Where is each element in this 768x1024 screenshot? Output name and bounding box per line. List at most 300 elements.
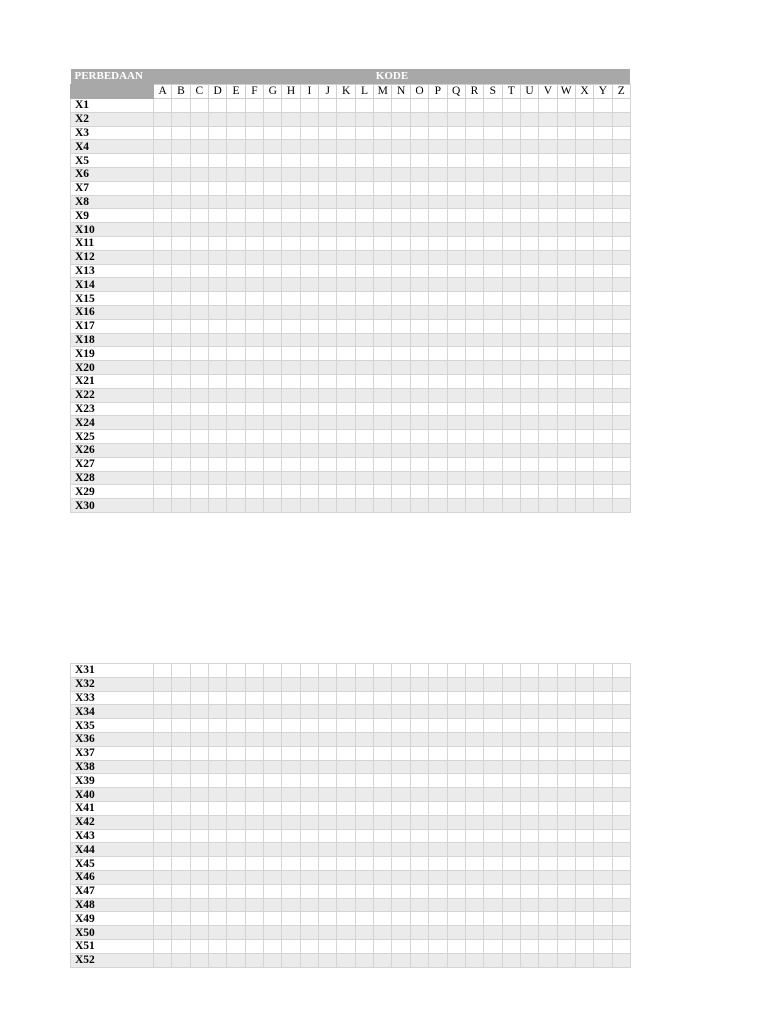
table-cell[interactable] — [612, 884, 630, 898]
table-cell[interactable] — [520, 167, 538, 181]
table-cell[interactable] — [374, 347, 392, 361]
table-cell[interactable] — [355, 664, 373, 678]
table-cell[interactable] — [154, 870, 172, 884]
table-cell[interactable] — [520, 99, 538, 113]
table-cell[interactable] — [172, 857, 190, 871]
table-cell[interactable] — [557, 912, 575, 926]
table-cell[interactable] — [484, 402, 502, 416]
table-cell[interactable] — [484, 691, 502, 705]
table-cell[interactable] — [612, 788, 630, 802]
table-cell[interactable] — [190, 691, 208, 705]
table-cell[interactable] — [502, 677, 520, 691]
table-cell[interactable] — [319, 884, 337, 898]
table-cell[interactable] — [300, 402, 318, 416]
table-cell[interactable] — [539, 760, 557, 774]
table-cell[interactable] — [447, 264, 465, 278]
table-cell[interactable] — [410, 843, 428, 857]
table-cell[interactable] — [264, 457, 282, 471]
table-cell[interactable] — [447, 815, 465, 829]
table-cell[interactable] — [447, 829, 465, 843]
table-cell[interactable] — [410, 664, 428, 678]
table-cell[interactable] — [447, 677, 465, 691]
table-cell[interactable] — [209, 870, 227, 884]
table-cell[interactable] — [172, 788, 190, 802]
table-cell[interactable] — [447, 236, 465, 250]
table-cell[interactable] — [484, 898, 502, 912]
table-cell[interactable] — [575, 223, 593, 237]
table-cell[interactable] — [282, 250, 300, 264]
table-cell[interactable] — [374, 953, 392, 967]
table-cell[interactable] — [575, 333, 593, 347]
table-cell[interactable] — [429, 788, 447, 802]
table-cell[interactable] — [355, 719, 373, 733]
table-cell[interactable] — [392, 278, 410, 292]
table-cell[interactable] — [190, 499, 208, 513]
table-cell[interactable] — [209, 430, 227, 444]
table-cell[interactable] — [245, 926, 263, 940]
table-cell[interactable] — [612, 719, 630, 733]
table-cell[interactable] — [227, 746, 245, 760]
table-cell[interactable] — [520, 112, 538, 126]
table-cell[interactable] — [190, 801, 208, 815]
table-cell[interactable] — [245, 953, 263, 967]
table-cell[interactable] — [374, 485, 392, 499]
table-cell[interactable] — [392, 181, 410, 195]
table-cell[interactable] — [465, 264, 483, 278]
table-cell[interactable] — [337, 361, 355, 375]
table-cell[interactable] — [209, 333, 227, 347]
table-cell[interactable] — [154, 374, 172, 388]
table-cell[interactable] — [190, 677, 208, 691]
table-cell[interactable] — [594, 829, 612, 843]
table-cell[interactable] — [575, 195, 593, 209]
table-cell[interactable] — [575, 140, 593, 154]
table-cell[interactable] — [227, 402, 245, 416]
table-cell[interactable] — [300, 195, 318, 209]
table-cell[interactable] — [557, 250, 575, 264]
table-cell[interactable] — [502, 471, 520, 485]
table-cell[interactable] — [337, 264, 355, 278]
table-cell[interactable] — [227, 236, 245, 250]
table-cell[interactable] — [355, 99, 373, 113]
table-cell[interactable] — [337, 719, 355, 733]
table-cell[interactable] — [429, 361, 447, 375]
table-cell[interactable] — [227, 857, 245, 871]
table-cell[interactable] — [300, 926, 318, 940]
table-cell[interactable] — [209, 471, 227, 485]
table-cell[interactable] — [374, 209, 392, 223]
table-cell[interactable] — [374, 870, 392, 884]
table-cell[interactable] — [319, 223, 337, 237]
table-cell[interactable] — [264, 870, 282, 884]
table-cell[interactable] — [337, 278, 355, 292]
table-cell[interactable] — [264, 719, 282, 733]
table-cell[interactable] — [539, 499, 557, 513]
table-cell[interactable] — [300, 732, 318, 746]
table-cell[interactable] — [172, 912, 190, 926]
table-cell[interactable] — [612, 912, 630, 926]
table-cell[interactable] — [319, 471, 337, 485]
table-cell[interactable] — [300, 677, 318, 691]
table-cell[interactable] — [539, 402, 557, 416]
table-cell[interactable] — [612, 691, 630, 705]
table-cell[interactable] — [410, 870, 428, 884]
table-cell[interactable] — [264, 499, 282, 513]
table-cell[interactable] — [227, 388, 245, 402]
table-cell[interactable] — [410, 815, 428, 829]
table-cell[interactable] — [264, 788, 282, 802]
table-cell[interactable] — [282, 926, 300, 940]
table-cell[interactable] — [520, 416, 538, 430]
table-cell[interactable] — [612, 333, 630, 347]
table-cell[interactable] — [337, 829, 355, 843]
table-cell[interactable] — [465, 140, 483, 154]
table-cell[interactable] — [594, 347, 612, 361]
table-cell[interactable] — [209, 140, 227, 154]
table-cell[interactable] — [374, 430, 392, 444]
table-cell[interactable] — [245, 250, 263, 264]
table-cell[interactable] — [520, 278, 538, 292]
table-cell[interactable] — [465, 801, 483, 815]
table-cell[interactable] — [172, 181, 190, 195]
table-cell[interactable] — [154, 677, 172, 691]
table-cell[interactable] — [575, 292, 593, 306]
table-cell[interactable] — [557, 953, 575, 967]
table-cell[interactable] — [557, 209, 575, 223]
table-cell[interactable] — [484, 112, 502, 126]
table-cell[interactable] — [190, 333, 208, 347]
table-cell[interactable] — [410, 402, 428, 416]
table-cell[interactable] — [429, 677, 447, 691]
table-cell[interactable] — [539, 388, 557, 402]
table-cell[interactable] — [245, 870, 263, 884]
table-cell[interactable] — [612, 485, 630, 499]
table-cell[interactable] — [484, 140, 502, 154]
table-cell[interactable] — [355, 801, 373, 815]
table-cell[interactable] — [410, 167, 428, 181]
table-cell[interactable] — [172, 126, 190, 140]
table-cell[interactable] — [539, 774, 557, 788]
table-cell[interactable] — [392, 305, 410, 319]
table-cell[interactable] — [447, 719, 465, 733]
table-cell[interactable] — [612, 898, 630, 912]
table-cell[interactable] — [465, 154, 483, 168]
table-cell[interactable] — [245, 126, 263, 140]
table-cell[interactable] — [520, 939, 538, 953]
table-cell[interactable] — [557, 471, 575, 485]
table-cell[interactable] — [612, 305, 630, 319]
table-cell[interactable] — [227, 112, 245, 126]
table-cell[interactable] — [392, 815, 410, 829]
table-cell[interactable] — [319, 333, 337, 347]
table-cell[interactable] — [374, 319, 392, 333]
table-cell[interactable] — [520, 430, 538, 444]
table-cell[interactable] — [154, 746, 172, 760]
table-cell[interactable] — [502, 154, 520, 168]
table-cell[interactable] — [502, 719, 520, 733]
table-cell[interactable] — [575, 250, 593, 264]
table-cell[interactable] — [282, 746, 300, 760]
table-cell[interactable] — [337, 499, 355, 513]
table-cell[interactable] — [612, 870, 630, 884]
table-cell[interactable] — [539, 140, 557, 154]
table-cell[interactable] — [337, 167, 355, 181]
table-cell[interactable] — [227, 416, 245, 430]
table-cell[interactable] — [539, 154, 557, 168]
table-cell[interactable] — [502, 361, 520, 375]
table-cell[interactable] — [264, 140, 282, 154]
table-cell[interactable] — [282, 677, 300, 691]
table-cell[interactable] — [264, 774, 282, 788]
table-cell[interactable] — [300, 774, 318, 788]
table-cell[interactable] — [557, 430, 575, 444]
table-cell[interactable] — [447, 278, 465, 292]
table-cell[interactable] — [300, 815, 318, 829]
table-cell[interactable] — [502, 912, 520, 926]
table-cell[interactable] — [539, 788, 557, 802]
table-cell[interactable] — [594, 788, 612, 802]
table-cell[interactable] — [557, 223, 575, 237]
table-cell[interactable] — [502, 209, 520, 223]
table-cell[interactable] — [539, 430, 557, 444]
table-cell[interactable] — [594, 760, 612, 774]
table-cell[interactable] — [429, 499, 447, 513]
table-cell[interactable] — [319, 140, 337, 154]
table-cell[interactable] — [337, 112, 355, 126]
table-cell[interactable] — [502, 499, 520, 513]
table-cell[interactable] — [190, 181, 208, 195]
table-cell[interactable] — [410, 939, 428, 953]
table-cell[interactable] — [465, 292, 483, 306]
table-cell[interactable] — [502, 374, 520, 388]
table-cell[interactable] — [520, 236, 538, 250]
table-cell[interactable] — [539, 953, 557, 967]
table-cell[interactable] — [319, 126, 337, 140]
table-cell[interactable] — [355, 264, 373, 278]
table-cell[interactable] — [282, 788, 300, 802]
table-cell[interactable] — [245, 815, 263, 829]
table-cell[interactable] — [447, 664, 465, 678]
table-cell[interactable] — [282, 870, 300, 884]
table-cell[interactable] — [410, 719, 428, 733]
table-cell[interactable] — [172, 416, 190, 430]
table-cell[interactable] — [154, 264, 172, 278]
table-cell[interactable] — [190, 236, 208, 250]
table-cell[interactable] — [557, 774, 575, 788]
table-cell[interactable] — [392, 788, 410, 802]
table-cell[interactable] — [154, 939, 172, 953]
table-cell[interactable] — [245, 774, 263, 788]
table-cell[interactable] — [484, 677, 502, 691]
table-cell[interactable] — [374, 402, 392, 416]
table-cell[interactable] — [264, 236, 282, 250]
table-cell[interactable] — [190, 292, 208, 306]
table-cell[interactable] — [465, 223, 483, 237]
table-cell[interactable] — [227, 430, 245, 444]
table-cell[interactable] — [172, 112, 190, 126]
table-cell[interactable] — [392, 416, 410, 430]
table-cell[interactable] — [594, 167, 612, 181]
table-cell[interactable] — [465, 926, 483, 940]
table-cell[interactable] — [575, 209, 593, 223]
table-cell[interactable] — [594, 732, 612, 746]
table-cell[interactable] — [319, 236, 337, 250]
table-cell[interactable] — [429, 154, 447, 168]
table-cell[interactable] — [355, 140, 373, 154]
table-cell[interactable] — [172, 264, 190, 278]
table-cell[interactable] — [429, 705, 447, 719]
table-cell[interactable] — [612, 195, 630, 209]
table-cell[interactable] — [355, 760, 373, 774]
table-cell[interactable] — [172, 388, 190, 402]
table-cell[interactable] — [245, 760, 263, 774]
table-cell[interactable] — [410, 705, 428, 719]
table-cell[interactable] — [300, 485, 318, 499]
table-cell[interactable] — [392, 829, 410, 843]
table-cell[interactable] — [520, 829, 538, 843]
table-cell[interactable] — [209, 443, 227, 457]
table-cell[interactable] — [612, 774, 630, 788]
table-cell[interactable] — [557, 857, 575, 871]
table-cell[interactable] — [539, 236, 557, 250]
table-cell[interactable] — [539, 292, 557, 306]
table-cell[interactable] — [447, 801, 465, 815]
table-cell[interactable] — [282, 843, 300, 857]
table-cell[interactable] — [264, 926, 282, 940]
table-cell[interactable] — [429, 898, 447, 912]
table-cell[interactable] — [410, 912, 428, 926]
table-cell[interactable] — [190, 305, 208, 319]
table-cell[interactable] — [300, 843, 318, 857]
table-cell[interactable] — [282, 223, 300, 237]
table-cell[interactable] — [319, 209, 337, 223]
table-cell[interactable] — [410, 430, 428, 444]
table-cell[interactable] — [264, 677, 282, 691]
table-cell[interactable] — [337, 870, 355, 884]
table-cell[interactable] — [594, 305, 612, 319]
table-cell[interactable] — [612, 250, 630, 264]
table-cell[interactable] — [227, 347, 245, 361]
table-cell[interactable] — [575, 898, 593, 912]
table-cell[interactable] — [374, 926, 392, 940]
table-cell[interactable] — [557, 319, 575, 333]
table-cell[interactable] — [245, 430, 263, 444]
table-cell[interactable] — [594, 485, 612, 499]
table-cell[interactable] — [264, 126, 282, 140]
table-cell[interactable] — [465, 319, 483, 333]
table-cell[interactable] — [429, 443, 447, 457]
table-cell[interactable] — [264, 181, 282, 195]
table-cell[interactable] — [154, 430, 172, 444]
table-cell[interactable] — [300, 430, 318, 444]
table-cell[interactable] — [520, 361, 538, 375]
table-cell[interactable] — [575, 746, 593, 760]
table-cell[interactable] — [209, 815, 227, 829]
table-cell[interactable] — [319, 939, 337, 953]
table-cell[interactable] — [154, 898, 172, 912]
table-cell[interactable] — [282, 705, 300, 719]
table-cell[interactable] — [484, 278, 502, 292]
table-cell[interactable] — [319, 719, 337, 733]
table-cell[interactable] — [502, 788, 520, 802]
table-cell[interactable] — [209, 801, 227, 815]
table-cell[interactable] — [575, 857, 593, 871]
table-cell[interactable] — [392, 167, 410, 181]
table-cell[interactable] — [172, 402, 190, 416]
table-cell[interactable] — [300, 898, 318, 912]
table-cell[interactable] — [172, 499, 190, 513]
table-cell[interactable] — [172, 278, 190, 292]
table-cell[interactable] — [447, 926, 465, 940]
table-cell[interactable] — [612, 112, 630, 126]
table-cell[interactable] — [484, 457, 502, 471]
table-cell[interactable] — [410, 126, 428, 140]
table-cell[interactable] — [154, 691, 172, 705]
table-cell[interactable] — [429, 857, 447, 871]
table-cell[interactable] — [209, 485, 227, 499]
table-cell[interactable] — [264, 388, 282, 402]
table-cell[interactable] — [337, 471, 355, 485]
table-cell[interactable] — [300, 167, 318, 181]
table-cell[interactable] — [447, 99, 465, 113]
table-cell[interactable] — [319, 361, 337, 375]
table-cell[interactable] — [374, 126, 392, 140]
table-cell[interactable] — [154, 195, 172, 209]
table-cell[interactable] — [557, 485, 575, 499]
table-cell[interactable] — [484, 746, 502, 760]
table-cell[interactable] — [465, 953, 483, 967]
table-cell[interactable] — [300, 374, 318, 388]
table-cell[interactable] — [392, 732, 410, 746]
table-cell[interactable] — [502, 402, 520, 416]
table-cell[interactable] — [355, 223, 373, 237]
table-cell[interactable] — [557, 140, 575, 154]
table-cell[interactable] — [282, 388, 300, 402]
table-cell[interactable] — [465, 774, 483, 788]
table-cell[interactable] — [264, 430, 282, 444]
table-cell[interactable] — [612, 278, 630, 292]
table-cell[interactable] — [557, 112, 575, 126]
table-cell[interactable] — [355, 829, 373, 843]
table-cell[interactable] — [557, 788, 575, 802]
table-cell[interactable] — [300, 347, 318, 361]
table-cell[interactable] — [374, 374, 392, 388]
table-cell[interactable] — [355, 416, 373, 430]
table-cell[interactable] — [355, 705, 373, 719]
table-cell[interactable] — [502, 691, 520, 705]
table-cell[interactable] — [539, 181, 557, 195]
table-cell[interactable] — [612, 374, 630, 388]
table-cell[interactable] — [209, 499, 227, 513]
table-cell[interactable] — [227, 319, 245, 333]
table-cell[interactable] — [392, 347, 410, 361]
table-cell[interactable] — [209, 774, 227, 788]
table-cell[interactable] — [190, 953, 208, 967]
table-cell[interactable] — [447, 140, 465, 154]
table-cell[interactable] — [502, 843, 520, 857]
table-cell[interactable] — [154, 236, 172, 250]
table-cell[interactable] — [429, 939, 447, 953]
table-cell[interactable] — [227, 870, 245, 884]
table-cell[interactable] — [484, 292, 502, 306]
table-cell[interactable] — [172, 815, 190, 829]
table-cell[interactable] — [429, 223, 447, 237]
table-cell[interactable] — [300, 388, 318, 402]
table-cell[interactable] — [575, 939, 593, 953]
table-cell[interactable] — [374, 843, 392, 857]
table-cell[interactable] — [594, 99, 612, 113]
table-cell[interactable] — [245, 112, 263, 126]
